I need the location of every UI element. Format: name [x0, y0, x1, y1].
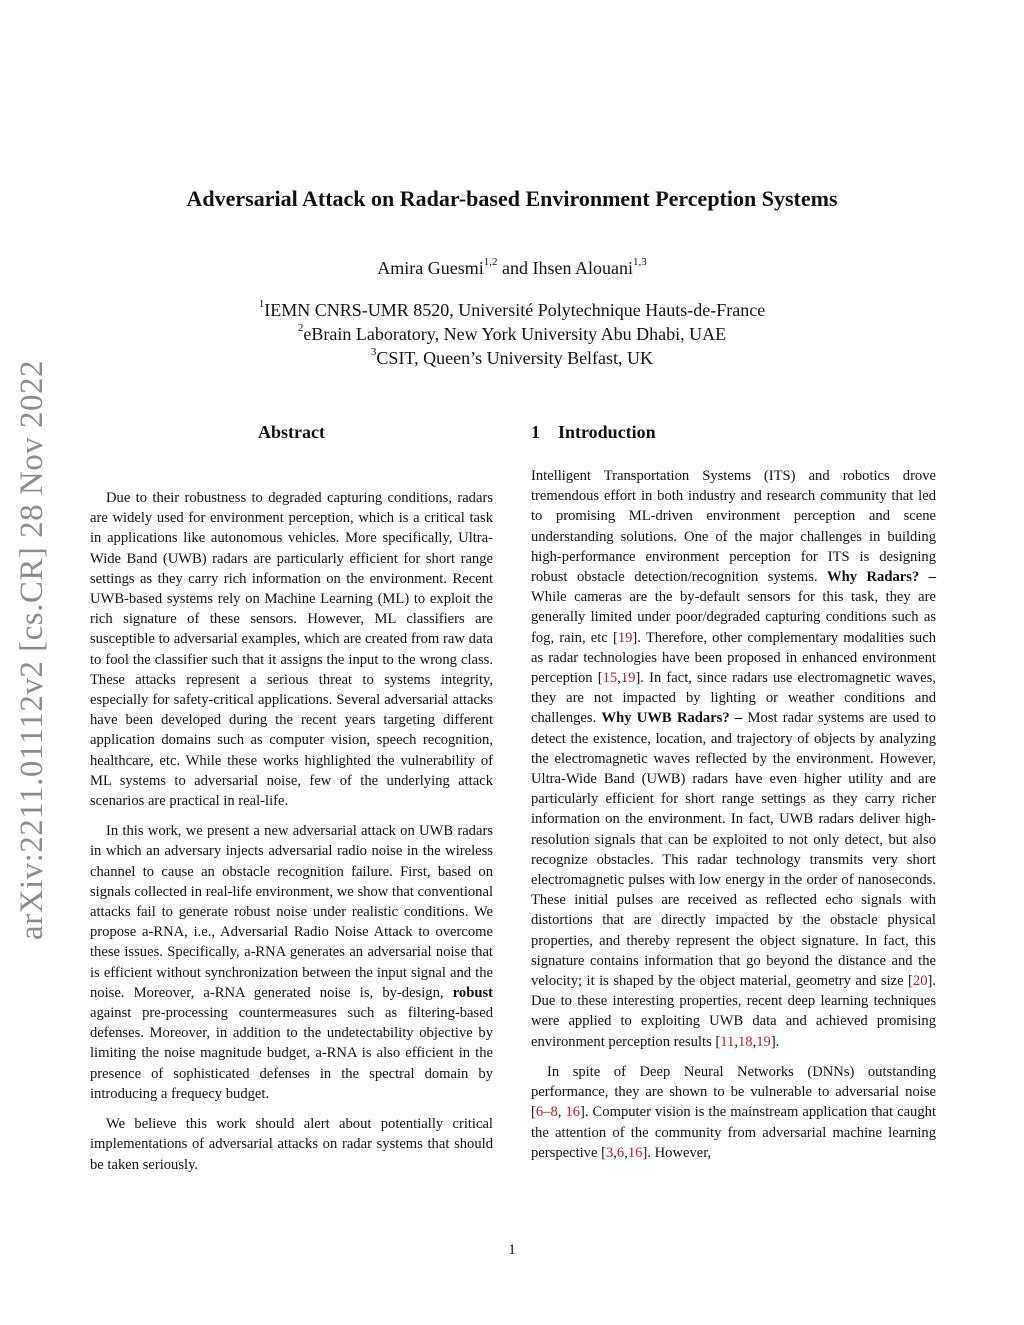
- abstract-body: [90, 488, 493, 1185]
- affiliation-marker: 3: [370, 346, 377, 358]
- author-affiliation-marker: 1,3: [632, 256, 647, 268]
- paper-title: Adversarial Attack on Radar-based Environment Perception Systems: [186, 186, 838, 211]
- introduction-paragraph: [531, 466, 936, 1052]
- section-number: 1: [531, 422, 540, 442]
- citation-separator: ,: [624, 1144, 628, 1161]
- introduction-paragraph: [531, 1062, 936, 1163]
- intro-text: ]. Therefore, other complementary modalities such as radar technologies have been proposed in enhanced environment perception [: [531, 629, 936, 687]
- affiliation-line: [80, 298, 944, 322]
- citation-link[interactable]: 6–8: [535, 1104, 558, 1121]
- citation-link[interactable]: 6: [616, 1144, 625, 1161]
- author-affiliation-marker: 1,2: [483, 256, 498, 268]
- affiliation-list: [80, 298, 944, 370]
- arxiv-identifier: arXiv:2211.01112v2 [cs.CR] 28 Nov 2022: [14, 360, 50, 940]
- affiliation-line: [80, 322, 944, 346]
- affiliation-marker: 1: [258, 298, 265, 310]
- intro-text: While cameras are the by-default sensors for this task, they are generally limited under poor/degraded capturing conditions such as fog, rain, etc [: [531, 589, 936, 646]
- abstract-paragraph: We believe this work should alert about potentially critical implementations of adversarial attacks on radar systems that should be taken seriously.: [90, 1116, 493, 1173]
- affiliation-text: IEMN CNRS-UMR 8520, Université Polytechnique Hauts-de-France: [264, 300, 766, 320]
- why-radars-label: Why Radars? –: [827, 569, 936, 586]
- page-number: 1: [508, 1242, 516, 1258]
- citation-separator: ,: [752, 1033, 757, 1050]
- intro-text: ].: [770, 1033, 780, 1050]
- citation-link[interactable]: 19: [620, 670, 636, 687]
- emphasis-robust: robust: [452, 984, 493, 1001]
- introduction-heading: [531, 422, 936, 443]
- citation-separator: ,: [734, 1033, 738, 1050]
- citation-separator: ,: [613, 1144, 617, 1161]
- abstract-paragraph: [90, 821, 493, 1104]
- affiliation-marker: 2: [297, 322, 304, 334]
- citation-link[interactable]: 11: [720, 1033, 735, 1050]
- abstract-heading: Abstract: [258, 422, 325, 442]
- citation-link[interactable]: 19: [617, 629, 633, 646]
- intro-text: Intelligent Transportation Systems (ITS) and robotics drove tremendous effort in both industry and research community that led to promising ML-driven environment perception and scene understanding solutions. One of the major challenges in building high-performance environment perception for ITS is designing robust obstacle detection/recognition systems.: [531, 468, 936, 586]
- author-name: Amira Guesmi: [377, 258, 484, 278]
- citation-link[interactable]: 16: [565, 1104, 581, 1121]
- intro-text: ]. Due to these interesting properties, recent deep learning techniques were applied to exploiting UWB data and achieved promising environment perception results [: [531, 973, 936, 1050]
- citation-link[interactable]: 18: [737, 1033, 753, 1050]
- why-uwb-label: Why UWB Radars? –: [601, 710, 743, 727]
- citation-link[interactable]: 19: [756, 1033, 771, 1050]
- introduction-body: [531, 466, 936, 1173]
- intro-text: In spite of Deep Neural Networks (DNNs) outstanding performance, they are shown to be vulnerable to adversarial noise [: [531, 1063, 936, 1121]
- citation-link[interactable]: 16: [627, 1144, 643, 1161]
- abstract-paragraph: Due to their robustness to degraded capturing conditions, radars are widely used for environment perception, which is a critical task in applications like autonomous vehicles. More specifically, Ultra-Wide Band (UWB) radars are particularly efficient for short range settings as they carry rich information on the environment. Recent UWB-based systems rely on Machine Learning (ML) to exploit the rich signature of these sensors. However, ML classifiers are susceptible to adversarial examples, which are created from raw data to fool the classifier such that it assigns the input to the wrong class. These attacks represent a serious threat to systems integrity, especially for safety-critical applications. Several adversarial attacks have been developed during the recent years targeting different application domains such as computer vision, speech recognition, healthcare, etc. While these works highlighted the vulnerability of ML systems to adversarial noise, few of the underlying attack scenarios are practical in real-life.: [90, 490, 493, 810]
- author-name: Ihsen Alouani: [532, 258, 633, 278]
- abstract-text: In this work, we present a new adversarial attack on UWB radars in which an adversary injects adversarial radio noise in the wireless channel to cause an obstacle recognition failure. First, based on signals collected in real-life environment, we show that conventional attacks fail to generate robust noise under realistic conditions. We propose a-RNA, i.e., Adversarial Radio Noise Attack to overcome these issues. Specifically, a-RNA generates an adversarial noise that is efficient without synchronization between the input signal and the noise. Moreover, a-RNA generated noise is, by-design,: [90, 823, 493, 1001]
- affiliation-text: CSIT, Queen’s University Belfast, UK: [376, 348, 654, 368]
- citation-separator: ,: [557, 1104, 566, 1121]
- author-list: [80, 258, 944, 279]
- affiliation-line: [80, 346, 944, 370]
- abstract-text: against pre-processing countermeasures such as filtering-based defenses. Moreover, in addition to the undetectability objective by limiting the noise magnitude budget, a-RNA is also efficient in the presence of sophisticated defenses in the spectral domain by introducing a frequecy budget.: [90, 1005, 493, 1102]
- citation-link[interactable]: 15: [602, 670, 618, 687]
- affiliation-text: eBrain Laboratory, New York University Abu Dhabi, UAE: [303, 324, 727, 344]
- citation-link[interactable]: 20: [912, 973, 928, 990]
- intro-text: ]. In fact, since radars use electromagnetic waves, they are not impacted by lighting or weather conditions and challenges.: [531, 670, 936, 727]
- citation-link[interactable]: 3: [605, 1144, 614, 1161]
- intro-text: Most radar systems are used to detect the existence, location, and trajectory of objects by analyzing the electromagnetic waves reflected by the environment. However, Ultra-Wide Band (UWB) radars have even higher utility and are particularly efficient for short range settings as they carry richer information on the environment. In fact, UWB radars deliver high-resolution signals that can be exploited to not only detect, but also recognize obstacles. This radar technology transmits very short electromagnetic pulses with low energy in the order of nanoseconds. These initial pulses are received as reflected echo signals with distortions that are directly impacted by the obstacle physical properties, and thereby represent the object signature. In fact, this signature contains information that go beyond the distance and the velocity; it is shaped by the object material, geometry and size [: [531, 710, 936, 990]
- section-title: Introduction: [558, 422, 656, 442]
- author-conjunction: and: [497, 258, 533, 278]
- intro-text: ]. Computer vision is the mainstream application that caught the attention of the community from adversarial machine learning perspective [: [531, 1104, 936, 1161]
- citation-separator: ,: [617, 670, 621, 687]
- intro-text: ]. However,: [642, 1144, 712, 1161]
